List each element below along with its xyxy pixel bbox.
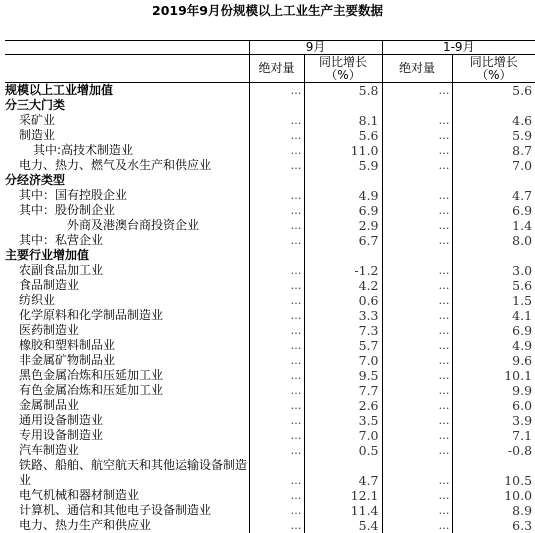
ytd-absolute-cell: … [382, 128, 452, 143]
header-blank-2 [5, 55, 249, 83]
sep-absolute-cell: … [249, 398, 304, 413]
table-row [5, 218, 535, 233]
sep-growth-cell: 4.9 [304, 188, 382, 203]
row-label: 汽车制造业 [19, 443, 80, 457]
ytd-growth-cell: 4.6 [452, 113, 535, 128]
table-row [5, 488, 535, 503]
sep-absolute-cell [249, 248, 304, 263]
ytd-absolute-cell: … [382, 353, 452, 368]
sep-growth-cell: 7.7 [304, 383, 382, 398]
sep-growth-cell: 6.7 [304, 233, 382, 248]
ytd-growth-cell: 4.7 [452, 188, 535, 203]
row-label: 其中：私营企业 [19, 233, 104, 247]
ytd-growth-cell: 5.9 [452, 128, 535, 143]
ytd-absolute-cell: … [382, 158, 452, 173]
table-row [5, 353, 535, 368]
table-row [5, 203, 535, 218]
ytd-absolute-cell: … [382, 503, 452, 518]
header-period-september: 9月 [249, 41, 382, 55]
row-label: 主要行业增加值 [5, 248, 90, 262]
table-row [5, 338, 535, 353]
sep-absolute-cell: … [249, 323, 304, 338]
ytd-absolute-cell: … [382, 143, 452, 158]
ytd-growth-cell: 1.5 [452, 293, 535, 308]
ytd-growth-cell [452, 173, 535, 188]
ytd-growth-cell: 9.9 [452, 383, 535, 398]
row-label: 金属制品业 [19, 398, 80, 412]
ytd-growth-cell: 10.0 [452, 488, 535, 503]
table-row [5, 143, 535, 158]
sep-absolute-cell: … [249, 128, 304, 143]
ytd-growth-cell: 3.0 [452, 263, 535, 278]
ytd-growth-cell: 1.4 [452, 218, 535, 233]
sep-growth-cell: 3.5 [304, 413, 382, 428]
ytd-absolute-cell [382, 98, 452, 113]
table-row [5, 83, 535, 99]
sep-absolute-cell: … [249, 353, 304, 368]
ytd-absolute-cell: … [382, 308, 452, 323]
ytd-absolute-cell: … [382, 233, 452, 248]
sep-growth-cell: 3.3 [304, 308, 382, 323]
sep-growth-cell: 5.7 [304, 338, 382, 353]
header-blank [5, 41, 249, 55]
table-row [5, 158, 535, 173]
ytd-growth-cell: 5.6 [452, 83, 535, 99]
ytd-absolute-cell: … [382, 398, 452, 413]
table-row [5, 503, 535, 518]
sep-absolute-cell: … [249, 203, 304, 218]
ytd-growth-cell: -0.8 [452, 443, 535, 458]
ytd-growth-cell: 9.6 [452, 353, 535, 368]
sep-absolute-cell: … [249, 263, 304, 278]
row-label: 分三大门类 [5, 98, 66, 112]
ytd-growth-cell: 10.5 [452, 458, 535, 488]
sep-absolute-cell: … [249, 518, 304, 533]
table-row [5, 458, 535, 488]
row-label: 制造业 [19, 128, 56, 142]
table-row [5, 293, 535, 308]
sep-growth-cell: 9.5 [304, 368, 382, 383]
sep-growth-cell: 4.7 [304, 458, 382, 488]
ytd-growth-cell: 8.0 [452, 233, 535, 248]
table-row [5, 113, 535, 128]
sep-growth-cell: 6.9 [304, 203, 382, 218]
row-label: 通用设备制造业 [19, 413, 104, 427]
row-label: 有色金属冶炼和压延加工业 [19, 383, 164, 397]
row-label: 规模以上工业增加值 [5, 83, 114, 97]
row-label: 农副食品加工业 [19, 263, 104, 277]
row-label: 电气机械和器材制造业 [19, 488, 140, 502]
header-ytd-absolute: 绝对量 [382, 55, 452, 83]
sep-growth-cell [304, 173, 382, 188]
row-label: 铁路、船舶、航空航天和其他运输设备制造业 [19, 458, 248, 487]
row-label: 外商及港澳台商投资企业 [67, 218, 200, 232]
header-sep-growth: 同比增长 （%） [304, 55, 382, 83]
header-ytd-growth: 同比增长 （%） [452, 55, 535, 83]
sep-absolute-cell: … [249, 143, 304, 158]
row-label: 食品制造业 [19, 278, 80, 292]
ytd-absolute-cell: … [382, 383, 452, 398]
sep-absolute-cell: … [249, 278, 304, 293]
sep-absolute-cell: … [249, 308, 304, 323]
table-row [5, 518, 535, 533]
sep-growth-cell: -1.2 [304, 263, 382, 278]
table-row [5, 98, 535, 113]
sep-growth-cell: 4.2 [304, 278, 382, 293]
sep-growth-cell: 11.4 [304, 503, 382, 518]
table-row [5, 233, 535, 248]
sep-absolute-cell: … [249, 188, 304, 203]
table-row [5, 263, 535, 278]
sep-growth-cell: 7.0 [304, 353, 382, 368]
header-sep-absolute: 绝对量 [249, 55, 304, 83]
header-row-measures [5, 55, 535, 83]
header-row-periods [5, 41, 535, 55]
sep-growth-cell: 12.1 [304, 488, 382, 503]
sep-absolute-cell: … [249, 503, 304, 518]
ytd-absolute-cell: … [382, 428, 452, 443]
sep-absolute-cell: … [249, 158, 304, 173]
sep-absolute-cell: … [249, 383, 304, 398]
sep-growth-cell: 2.9 [304, 218, 382, 233]
ytd-absolute-cell: … [382, 278, 452, 293]
table-row [5, 368, 535, 383]
sep-growth-cell [304, 98, 382, 113]
table-row [5, 413, 535, 428]
row-label: 其中:高技术制造业 [33, 143, 134, 157]
ytd-absolute-cell: … [382, 488, 452, 503]
sep-absolute-cell [249, 98, 304, 113]
table-row [5, 128, 535, 143]
ytd-growth-cell [452, 98, 535, 113]
ytd-absolute-cell: … [382, 83, 452, 99]
sep-growth-cell: 7.3 [304, 323, 382, 338]
table-row [5, 443, 535, 458]
sep-growth-cell: 0.5 [304, 443, 382, 458]
ytd-growth-cell: 4.1 [452, 308, 535, 323]
ytd-growth-cell: 5.6 [452, 278, 535, 293]
table-row [5, 383, 535, 398]
ytd-growth-cell: 6.0 [452, 398, 535, 413]
ytd-absolute-cell: … [382, 218, 452, 233]
ytd-growth-cell: 3.9 [452, 413, 535, 428]
row-label: 黑色金属冶炼和压延加工业 [19, 368, 164, 382]
data-table [5, 40, 535, 533]
ytd-absolute-cell: … [382, 203, 452, 218]
row-label: 分经济类型 [5, 173, 66, 187]
row-label: 专用设备制造业 [19, 428, 104, 442]
table-row [5, 173, 535, 188]
row-label: 化学原料和化学制品制造业 [19, 308, 164, 322]
table-row [5, 428, 535, 443]
row-label: 非金属矿物制品业 [19, 353, 116, 367]
table-row [5, 308, 535, 323]
row-label: 其中：股份制企业 [19, 203, 116, 217]
sep-growth-cell: 5.4 [304, 518, 382, 533]
ytd-growth-cell: 8.9 [452, 503, 535, 518]
sep-absolute-cell: … [249, 368, 304, 383]
table-row [5, 323, 535, 338]
page-title: 2019年9月份规模以上工业生产主要数据 [152, 3, 383, 18]
row-label: 医药制造业 [19, 323, 80, 337]
sep-growth-cell: 8.1 [304, 113, 382, 128]
sep-absolute-cell: … [249, 83, 304, 99]
sep-absolute-cell: … [249, 488, 304, 503]
sep-growth-cell: 0.6 [304, 293, 382, 308]
ytd-absolute-cell [382, 248, 452, 263]
ytd-absolute-cell: … [382, 188, 452, 203]
ytd-growth-cell: 8.7 [452, 143, 535, 158]
ytd-absolute-cell: … [382, 263, 452, 278]
ytd-growth-cell: 6.9 [452, 323, 535, 338]
table-row [5, 278, 535, 293]
ytd-absolute-cell: … [382, 458, 452, 488]
sep-absolute-cell [249, 173, 304, 188]
sep-growth-cell: 2.6 [304, 398, 382, 413]
sep-absolute-cell: … [249, 233, 304, 248]
ytd-growth-cell [452, 248, 535, 263]
sep-absolute-cell: … [249, 113, 304, 128]
sep-absolute-cell: … [249, 218, 304, 233]
ytd-growth-cell: 10.1 [452, 368, 535, 383]
sep-absolute-cell: … [249, 338, 304, 353]
ytd-growth-cell: 4.9 [452, 338, 535, 353]
table-row [5, 398, 535, 413]
row-label: 电力、热力生产和供应业 [19, 518, 152, 532]
ytd-absolute-cell: … [382, 413, 452, 428]
sep-absolute-cell: … [249, 443, 304, 458]
row-label: 电力、热力、燃气及水生产和供应业 [19, 158, 212, 172]
ytd-growth-cell: 7.1 [452, 428, 535, 443]
row-label: 其中：国有控股企业 [19, 188, 128, 202]
ytd-absolute-cell: … [382, 518, 452, 533]
sep-absolute-cell: … [249, 458, 304, 488]
sep-absolute-cell: … [249, 413, 304, 428]
sep-growth-cell: 11.0 [304, 143, 382, 158]
ytd-absolute-cell: … [382, 443, 452, 458]
sep-growth-cell: 5.9 [304, 158, 382, 173]
ytd-absolute-cell: … [382, 338, 452, 353]
table-row [5, 188, 535, 203]
sep-growth-cell: 7.0 [304, 428, 382, 443]
sep-growth-cell: 5.8 [304, 83, 382, 99]
sep-absolute-cell: … [249, 428, 304, 443]
ytd-absolute-cell [382, 173, 452, 188]
ytd-absolute-cell: … [382, 293, 452, 308]
sep-growth-cell [304, 248, 382, 263]
sep-growth-cell: 5.6 [304, 128, 382, 143]
ytd-growth-cell: 7.0 [452, 158, 535, 173]
row-label: 计算机、通信和其他电子设备制造业 [19, 503, 212, 517]
ytd-absolute-cell: … [382, 113, 452, 128]
ytd-growth-cell: 6.9 [452, 203, 535, 218]
row-label: 纺织业 [19, 293, 56, 307]
sep-absolute-cell: … [249, 293, 304, 308]
ytd-absolute-cell: … [382, 368, 452, 383]
ytd-growth-cell: 6.3 [452, 518, 535, 533]
row-label: 橡胶和塑料制品业 [19, 338, 116, 352]
table-row [5, 248, 535, 263]
header-period-ytd: 1-9月 [382, 41, 535, 55]
ytd-absolute-cell: … [382, 323, 452, 338]
row-label: 采矿业 [19, 113, 56, 127]
